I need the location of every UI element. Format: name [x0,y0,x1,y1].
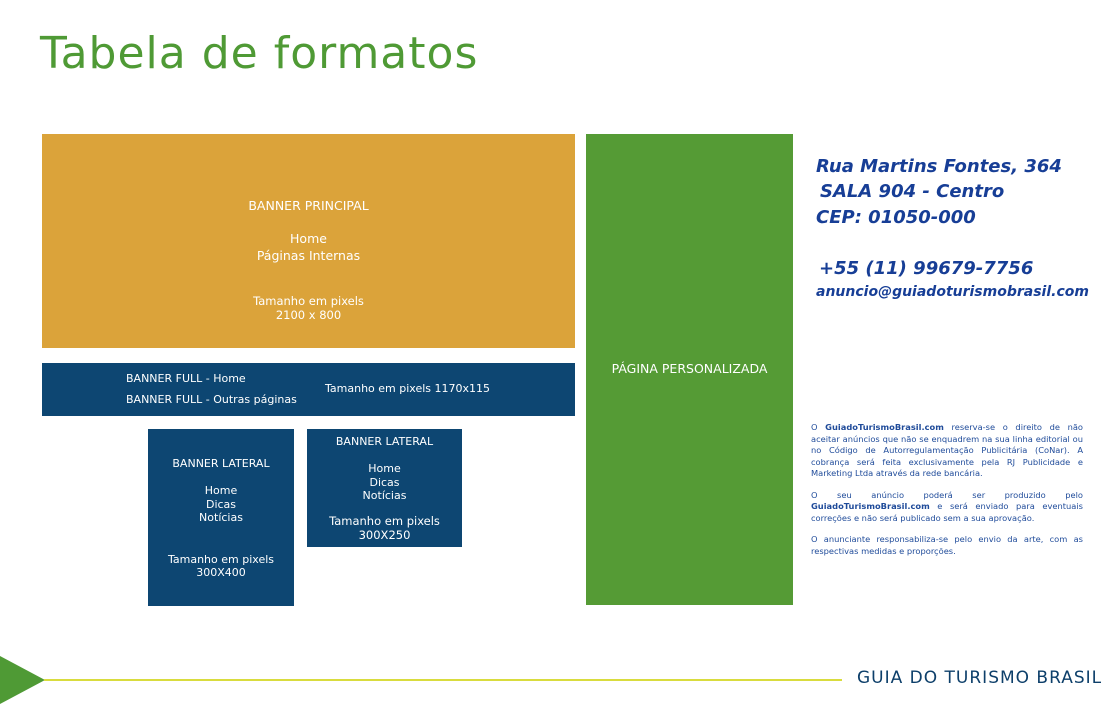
banner-lateral-300x400-block [148,429,294,606]
page-title: Tabela de formatos [40,28,479,79]
banner-principal-heading: BANNER PRINCIPAL [248,198,369,213]
banner-principal-size-label: Tamanho em pixels [253,294,364,308]
legal-p2-text: e será enviado para eventuais correções e não será publicado sem a sua aprovação. [811,501,1084,523]
legal-site-name: GuiadoTurismoBrasil.com [825,422,944,432]
pagina-personalizada-block [586,134,793,605]
footer-brand: GUIA DO TURISMO BRASIL [857,668,1103,688]
banner-lateral-1-page-home: Home [204,484,238,497]
banner-principal-page-home: Home [290,231,327,246]
banner-lateral-2-size: 300X250 [358,528,411,542]
legal-paragraph-2 [811,490,1083,525]
banner-lateral-300x250-block [307,429,462,547]
banner-full-outras: BANNER FULL - Outras páginas [126,393,297,406]
banner-principal-size: 2100 x 800 [275,308,342,322]
pagina-personalizada-label: PÁGINA PERSONALIZADA [611,361,768,376]
footer-triangle-icon [0,656,45,704]
banner-principal-block [42,134,575,348]
legal-p1-text: reserva-se o direito de não aceitar anúncios que não se enquadrem na sua linha editorial ou no Código de Autorregulamentação Publicitária (CoNar). A cobrança será feita exclusivamente pela RJ Publicidade e Marketing Ltda através da rede bancária. [811,422,1083,478]
banner-lateral-1-heading: BANNER LATERAL [172,457,270,470]
banner-lateral-2-page-noticias: Notícias [362,489,407,502]
legal-notice [811,422,1083,567]
banner-lateral-1-page-noticias: Notícias [199,511,243,524]
banner-lateral-1-size: 300X400 [196,566,246,579]
footer-rule [44,679,842,681]
banner-full-home: BANNER FULL - Home [126,372,246,385]
banner-full-block [42,363,575,416]
banner-full-size: Tamanho em pixels 1170x115 [325,382,491,395]
contact-email[interactable]: anuncio@guiadoturismobrasil.com [816,284,1089,300]
banner-lateral-2-heading: BANNER LATERAL [335,435,434,448]
contact-cep: CEP: 01050-000 [816,207,976,228]
contact-suite: SALA 904 - Centro [820,181,1005,202]
legal-paragraph-3: O anunciante responsabiliza-se pelo envio da arte, com as respectivas medidas e proporções. [811,534,1083,556]
legal-p2-start: O seu anúncio poderá ser produzido pelo [811,489,1083,500]
legal-paragraph-1: O GuiadoTurismoBrasil.com reserva-se o direito de não aceitar anúncios que não se enquadrem na sua linha editorial ou no Código de Autorregulamentação Publicitária (CoNar). A cobrança será feita exclusivamente pela RJ Publicidade e Marketing Ltda através da rede bancária. [811,422,1083,478]
contact-phone: +55 (11) 99679-7756 [819,258,1034,279]
banner-lateral-1-size-label: Tamanho em pixels [167,553,274,566]
contact-street: Rua Martins Fontes, 364 [816,156,1062,177]
legal-site-name-2: GuiadoTurismoBrasil.com [811,501,930,511]
banner-lateral-2-page-home: Home [368,462,401,475]
banner-lateral-1-page-dicas: Dicas [205,498,237,511]
banner-principal-page-internas: Páginas Internas [256,248,361,263]
banner-lateral-2-page-dicas: Dicas [369,476,400,489]
banner-lateral-2-size-label: Tamanho em pixels [329,514,440,528]
